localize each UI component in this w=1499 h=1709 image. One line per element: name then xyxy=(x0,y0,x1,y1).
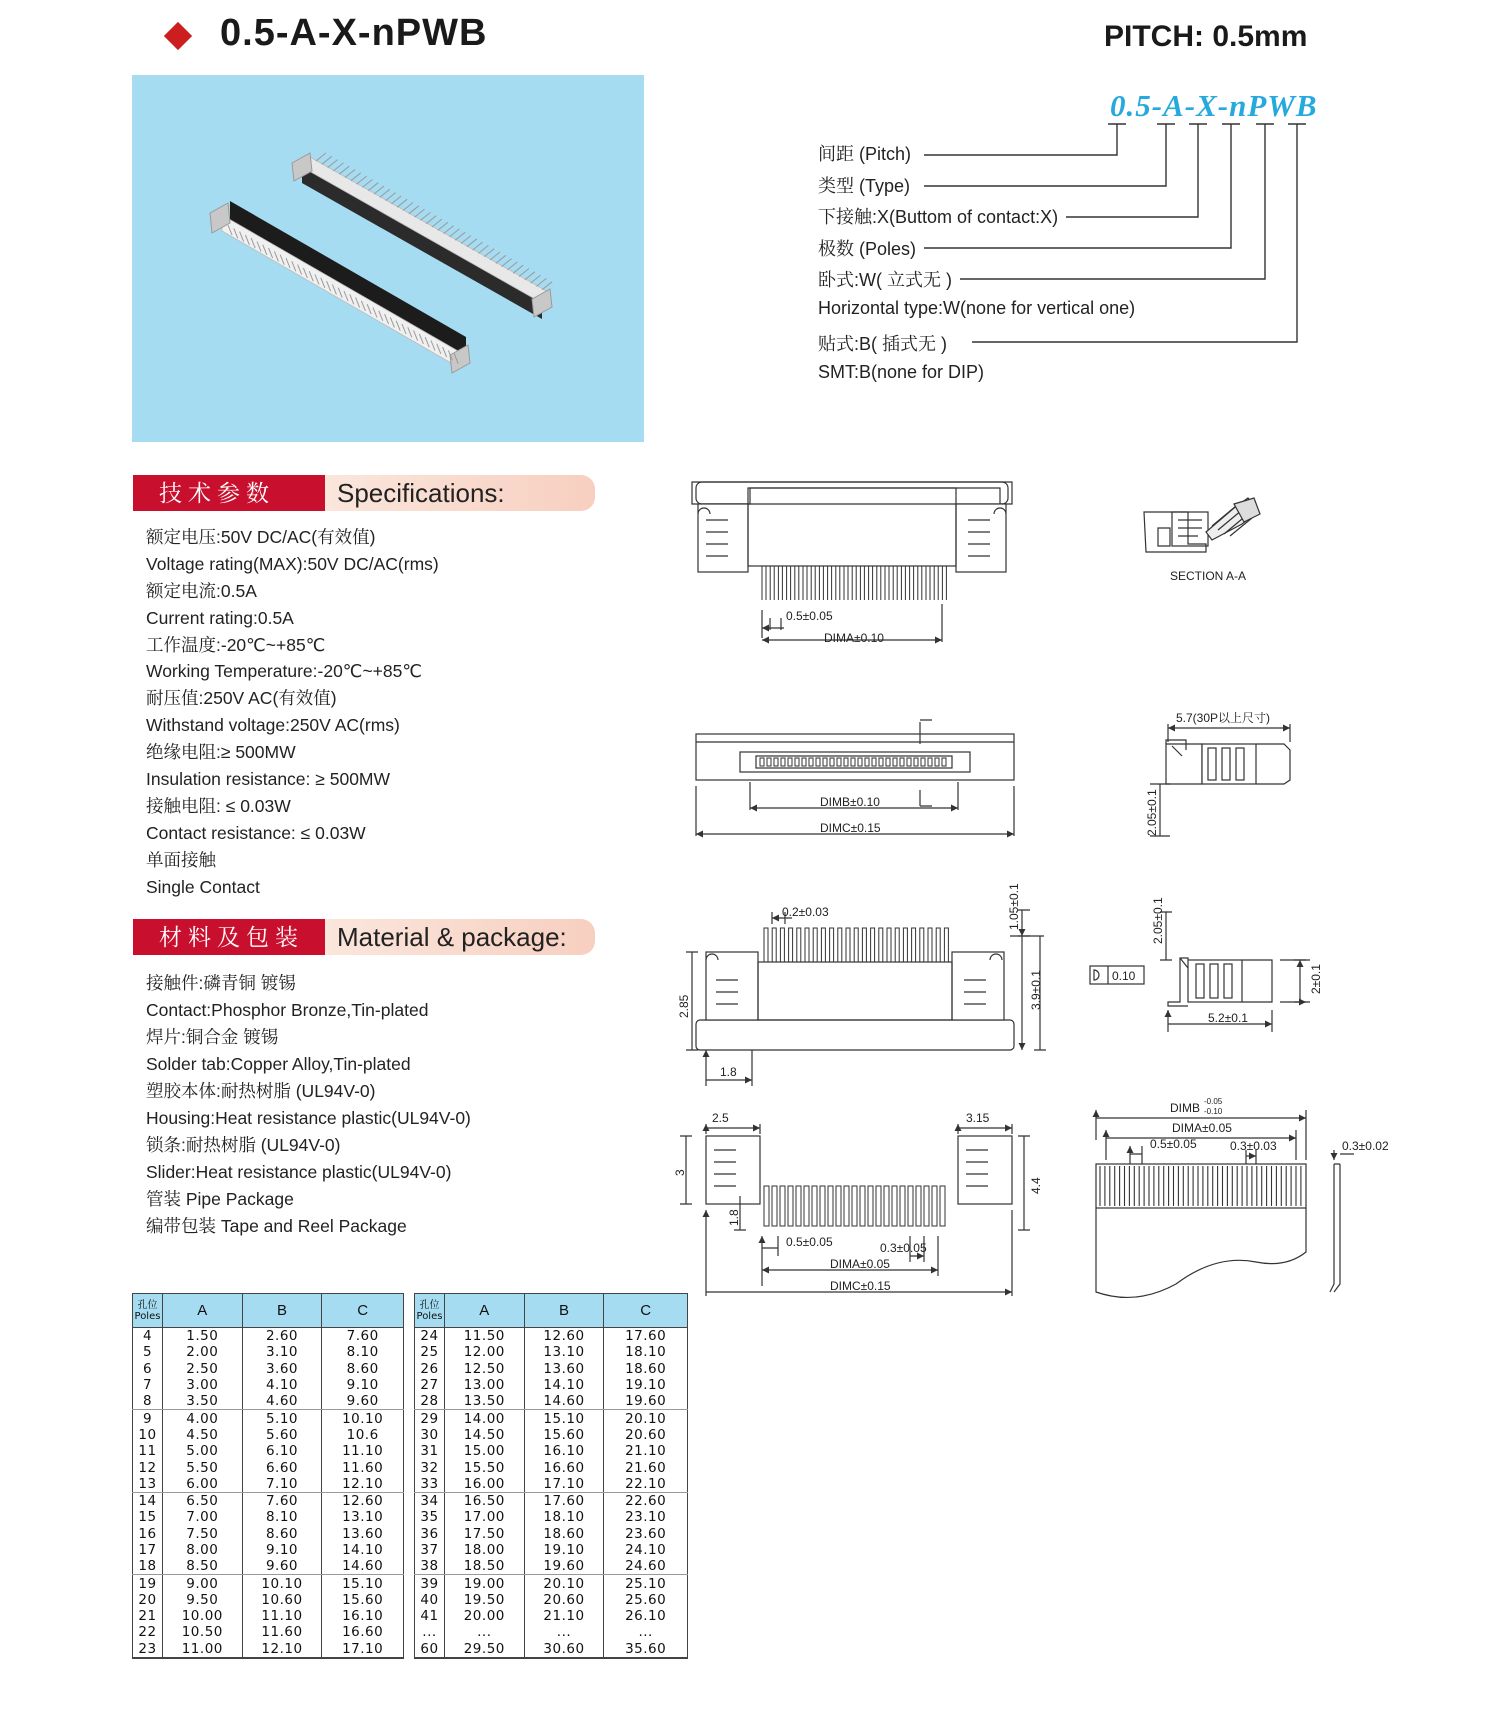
page-title: 0.5-A-X-nPWB xyxy=(220,12,488,54)
d4-c-label: 3 xyxy=(673,1169,687,1176)
b-cell: 14.10 xyxy=(524,1377,604,1393)
poles-cell: ... xyxy=(415,1624,445,1640)
material-item: 接触件:磷青铜 镀锡 xyxy=(146,973,296,993)
a-cell: 17.00 xyxy=(444,1509,524,1525)
drawing-top-view xyxy=(692,482,1012,642)
poles-cell: 22 xyxy=(133,1624,163,1640)
a-cell: 5.00 xyxy=(162,1443,242,1459)
c-cell: 23.60 xyxy=(604,1526,688,1542)
d3-pin-label: 0.2±0.03 xyxy=(782,905,829,919)
spec-item: 绝缘电阻:≥ 500MW xyxy=(146,742,296,763)
a-cell: 11.00 xyxy=(162,1641,242,1658)
a-cell: 17.50 xyxy=(444,1526,524,1542)
poles-cell: 60 xyxy=(415,1641,445,1658)
b-cell: 15.60 xyxy=(524,1427,604,1443)
poles-cell: 35 xyxy=(415,1509,445,1525)
poles-cell: 34 xyxy=(415,1492,445,1509)
b-cell: 3.60 xyxy=(242,1361,322,1377)
c-cell: 18.60 xyxy=(604,1361,688,1377)
a-cell: 18.00 xyxy=(444,1542,524,1558)
c-cell: 9.10 xyxy=(322,1377,404,1393)
d2-dimc-label: DIMC±0.15 xyxy=(820,821,881,835)
a-cell: 19.50 xyxy=(444,1592,524,1608)
specifications-title-cn: 技术参数 xyxy=(133,475,325,511)
a-cell: 8.00 xyxy=(162,1542,242,1558)
c-cell: 15.10 xyxy=(322,1575,404,1592)
side1-top-label: 5.7(30P以上尺寸) xyxy=(1176,711,1271,725)
spec-item: 耐压值:250V AC(有效值) xyxy=(146,688,337,709)
poles-cell: 12 xyxy=(133,1459,163,1475)
c-cell: 12.10 xyxy=(322,1476,404,1493)
poles-cell: 25 xyxy=(415,1344,445,1360)
c-cell: 9.60 xyxy=(322,1393,404,1410)
d1-pitch-label: 0.5±0.05 xyxy=(786,609,833,623)
b-cell: 10.60 xyxy=(242,1592,322,1608)
material-item: 编带包装 Tape and Reel Package xyxy=(146,1216,407,1236)
a-cell: 15.50 xyxy=(444,1459,524,1475)
poles-cell: 15 xyxy=(133,1509,163,1525)
side2-right-label: 2±0.1 xyxy=(1309,964,1323,994)
fpc-p2-label: 0.3±0.03 xyxy=(1230,1139,1277,1153)
c-cell: 25.60 xyxy=(604,1592,688,1608)
material-item: Contact:Phosphor Bronze,Tin-plated xyxy=(146,1000,429,1020)
materials-title-en: Material & package: xyxy=(325,919,595,955)
d3-h3-label: 3.9±0.1 xyxy=(1029,970,1043,1010)
poles-cell: 23 xyxy=(133,1641,163,1658)
a-cell: 10.50 xyxy=(162,1624,242,1640)
spec-item: 接触电阻: ≤ 0.03W xyxy=(146,795,291,816)
c-cell: 8.10 xyxy=(322,1344,404,1360)
b-cell: 16.10 xyxy=(524,1443,604,1459)
part-number-code: 0.5-A-X-nPWB xyxy=(1110,88,1318,123)
c-cell: 10.6 xyxy=(322,1427,404,1443)
a-cell: 9.00 xyxy=(162,1575,242,1592)
b-cell: 20.60 xyxy=(524,1592,604,1608)
b-cell: 8.60 xyxy=(242,1526,322,1542)
col-b-header: B xyxy=(524,1294,604,1328)
poles-cell: 14 xyxy=(133,1492,163,1509)
a-cell: 3.00 xyxy=(162,1377,242,1393)
a-cell: 14.00 xyxy=(444,1410,524,1427)
spec-item: Contact resistance: ≤ 0.03W xyxy=(146,822,366,843)
material-item: 锁条:耐热树脂 (UL94V-0) xyxy=(146,1135,341,1155)
b-cell: 3.10 xyxy=(242,1344,322,1360)
a-cell: ... xyxy=(444,1624,524,1640)
poles-cell: 8 xyxy=(133,1393,163,1410)
fpc-dimb-lower: -0.10 xyxy=(1204,1107,1223,1116)
spec-item: 单面接触 xyxy=(146,849,216,870)
poles-cell: 7 xyxy=(133,1377,163,1393)
b-cell: 13.10 xyxy=(524,1344,604,1360)
poles-cell: 36 xyxy=(415,1526,445,1542)
c-cell: 12.60 xyxy=(322,1492,404,1509)
b-cell: ... xyxy=(524,1624,604,1640)
drawing-side-view-pins xyxy=(686,910,1046,1086)
poles-cell: 5 xyxy=(133,1344,163,1360)
a-cell: 6.00 xyxy=(162,1476,242,1493)
d2-dimb-label: DIMB±0.10 xyxy=(820,795,880,809)
a-cell: 2.50 xyxy=(162,1361,242,1377)
spec-item: Working Temperature:-20℃~+85℃ xyxy=(146,661,423,682)
a-cell: 4.50 xyxy=(162,1427,242,1443)
a-cell: 13.50 xyxy=(444,1393,524,1410)
a-cell: 12.00 xyxy=(444,1344,524,1360)
material-item: Solder tab:Copper Alloy,Tin-plated xyxy=(146,1054,411,1074)
b-cell: 7.60 xyxy=(242,1492,322,1509)
b-cell: 19.60 xyxy=(524,1558,604,1575)
side2-width-label: 5.2±0.1 xyxy=(1208,1011,1248,1025)
b-cell: 4.10 xyxy=(242,1377,322,1393)
poles-cell: 37 xyxy=(415,1542,445,1558)
poles-cell: 38 xyxy=(415,1558,445,1575)
poles-cell: 31 xyxy=(415,1443,445,1459)
poles-cell: 20 xyxy=(133,1592,163,1608)
c-cell: 10.10 xyxy=(322,1410,404,1427)
c-cell: 20.10 xyxy=(604,1410,688,1427)
c-cell: 35.60 xyxy=(604,1641,688,1658)
fpc-thickness-label: 0.3±0.02 xyxy=(1342,1139,1389,1153)
b-cell: 18.10 xyxy=(524,1509,604,1525)
col-a-header: A xyxy=(162,1294,242,1328)
b-cell: 17.10 xyxy=(524,1476,604,1493)
a-cell: 2.00 xyxy=(162,1344,242,1360)
a-cell: 16.00 xyxy=(444,1476,524,1493)
c-cell: 16.60 xyxy=(322,1624,404,1640)
d4-b-label: 3.15 xyxy=(966,1111,990,1125)
b-cell: 6.60 xyxy=(242,1459,322,1475)
pn-label-horizontal-cn: 卧式:W( 立式无 ) xyxy=(818,266,958,292)
c-cell: 13.10 xyxy=(322,1509,404,1525)
a-cell: 16.50 xyxy=(444,1492,524,1509)
poles-cell: 11 xyxy=(133,1443,163,1459)
poles-header: 孔位 Poles xyxy=(133,1294,163,1328)
a-cell: 13.00 xyxy=(444,1377,524,1393)
d4-p2-label: 0.3±0.05 xyxy=(880,1241,927,1255)
fpc-dimb-label: DIMB xyxy=(1170,1101,1200,1115)
c-cell: 8.60 xyxy=(322,1361,404,1377)
pitch-label: PITCH: 0.5mm xyxy=(1104,20,1308,53)
b-cell: 8.10 xyxy=(242,1509,322,1525)
spec-item: Insulation resistance: ≥ 500MW xyxy=(146,769,391,790)
b-cell: 12.10 xyxy=(242,1641,322,1658)
c-cell: 13.60 xyxy=(322,1526,404,1542)
b-cell: 6.10 xyxy=(242,1443,322,1459)
poles-cell: 10 xyxy=(133,1427,163,1443)
spec-item: Single Contact xyxy=(146,876,260,897)
pn-label-pitch: 间距 (Pitch) xyxy=(818,140,917,166)
b-cell: 30.60 xyxy=(524,1641,604,1658)
b-cell: 2.60 xyxy=(242,1328,322,1345)
drawing-section-a-a xyxy=(1144,498,1260,552)
c-cell: 23.10 xyxy=(604,1509,688,1525)
poles-cell: 16 xyxy=(133,1526,163,1542)
poles-cell: 24 xyxy=(415,1328,445,1345)
d4-dimc-label: DIMC±0.15 xyxy=(830,1279,891,1293)
b-cell: 11.60 xyxy=(242,1624,322,1640)
a-cell: 8.50 xyxy=(162,1558,242,1575)
col-c-header: C xyxy=(604,1294,688,1328)
b-cell: 11.10 xyxy=(242,1608,322,1624)
d4-d-label: 4.4 xyxy=(1029,1177,1043,1194)
a-cell: 1.50 xyxy=(162,1328,242,1345)
col-c-header: C xyxy=(322,1294,404,1328)
poles-cell: 40 xyxy=(415,1592,445,1608)
a-cell: 29.50 xyxy=(444,1641,524,1658)
c-cell: 25.10 xyxy=(604,1575,688,1592)
col-a-header: A xyxy=(444,1294,524,1328)
b-cell: 19.10 xyxy=(524,1542,604,1558)
poles-cell: 19 xyxy=(133,1575,163,1592)
a-cell: 14.50 xyxy=(444,1427,524,1443)
side2-height-label: 2.05±0.1 xyxy=(1151,897,1165,944)
poles-header: 孔位 Poles xyxy=(415,1294,445,1328)
a-cell: 11.50 xyxy=(444,1328,524,1345)
c-cell: 14.60 xyxy=(322,1558,404,1575)
poles-cell: 30 xyxy=(415,1427,445,1443)
c-cell: 16.10 xyxy=(322,1608,404,1624)
poles-cell: 29 xyxy=(415,1410,445,1427)
b-cell: 5.60 xyxy=(242,1427,322,1443)
pn-label-horizontal-en: Horizontal type:W(none for vertical one) xyxy=(818,298,1141,319)
poles-cell: 41 xyxy=(415,1608,445,1624)
material-item: 塑胶本体:耐热树脂 (UL94V-0) xyxy=(146,1081,376,1101)
c-cell: 22.60 xyxy=(604,1492,688,1509)
c-cell: 15.60 xyxy=(322,1592,404,1608)
a-cell: 9.50 xyxy=(162,1592,242,1608)
b-cell: 5.10 xyxy=(242,1410,322,1427)
material-item: Slider:Heat resistance plastic(UL94V-0) xyxy=(146,1162,452,1182)
b-cell: 20.10 xyxy=(524,1575,604,1592)
d4-p1-label: 0.5±0.05 xyxy=(786,1235,833,1249)
b-cell: 21.10 xyxy=(524,1608,604,1624)
b-cell: 9.60 xyxy=(242,1558,322,1575)
a-cell: 18.50 xyxy=(444,1558,524,1575)
d4-a-label: 2.5 xyxy=(712,1111,729,1125)
spec-item: 工作温度:-20℃~+85℃ xyxy=(146,634,326,655)
materials-title-cn: 材料及包装 xyxy=(133,919,325,955)
a-cell: 3.50 xyxy=(162,1393,242,1410)
c-cell: 19.60 xyxy=(604,1393,688,1410)
c-cell: 18.10 xyxy=(604,1344,688,1360)
poles-cell: 13 xyxy=(133,1476,163,1493)
a-cell: 4.00 xyxy=(162,1410,242,1427)
pn-label-type: 类型 (Type) xyxy=(818,172,916,198)
d3-h1-label: 1.05±0.1 xyxy=(1007,883,1021,930)
poles-cell: 39 xyxy=(415,1575,445,1592)
a-cell: 10.00 xyxy=(162,1608,242,1624)
specifications-title-en: Specifications: xyxy=(325,475,595,511)
c-cell: 20.60 xyxy=(604,1427,688,1443)
poles-cell: 32 xyxy=(415,1459,445,1475)
spec-item: 额定电流:0.5A xyxy=(146,580,257,601)
c-cell: 21.10 xyxy=(604,1443,688,1459)
poles-cell: 28 xyxy=(415,1393,445,1410)
b-cell: 4.60 xyxy=(242,1393,322,1410)
fpc-p1-label: 0.5±0.05 xyxy=(1150,1137,1197,1151)
b-cell: 14.60 xyxy=(524,1393,604,1410)
pn-label-smt-en: SMT:B(none for DIP) xyxy=(818,362,990,383)
a-cell: 15.00 xyxy=(444,1443,524,1459)
fpc-dimb-upper: -0.05 xyxy=(1204,1097,1223,1106)
c-cell: 19.10 xyxy=(604,1377,688,1393)
drawing-side-view-1 xyxy=(1150,724,1290,836)
spec-item: 额定电压:50V DC/AC(有效值) xyxy=(146,527,376,547)
c-cell: 14.10 xyxy=(322,1542,404,1558)
a-cell: 20.00 xyxy=(444,1608,524,1624)
a-cell: 5.50 xyxy=(162,1459,242,1475)
d3-h2-label: 2.85 xyxy=(677,994,691,1018)
spec-item: Voltage rating(MAX):50V DC/AC(rms) xyxy=(146,553,439,574)
material-item: Housing:Heat resistance plastic(UL94V-0) xyxy=(146,1108,471,1128)
a-cell: 6.50 xyxy=(162,1492,242,1509)
a-cell: 7.50 xyxy=(162,1526,242,1542)
b-cell: 13.60 xyxy=(524,1361,604,1377)
b-cell: 15.10 xyxy=(524,1410,604,1427)
a-cell: 19.00 xyxy=(444,1575,524,1592)
b-cell: 16.60 xyxy=(524,1459,604,1475)
poles-cell: 18 xyxy=(133,1558,163,1575)
a-cell: 12.50 xyxy=(444,1361,524,1377)
material-item: 焊片:铜合金 镀锡 xyxy=(146,1027,279,1047)
d4-dima-label: DIMA±0.05 xyxy=(830,1257,890,1271)
c-cell: 17.60 xyxy=(604,1328,688,1345)
c-cell: 11.10 xyxy=(322,1443,404,1459)
drawing-front-view xyxy=(696,720,1014,836)
poles-cell: 26 xyxy=(415,1361,445,1377)
poles-cell: 21 xyxy=(133,1608,163,1624)
drawing-fpc-cable xyxy=(1096,1110,1354,1297)
poles-cell: 6 xyxy=(133,1361,163,1377)
b-cell: 18.60 xyxy=(524,1526,604,1542)
d3-w-label: 1.8 xyxy=(720,1065,737,1079)
c-cell: 17.10 xyxy=(322,1641,404,1658)
spec-item: Current rating:0.5A xyxy=(146,607,294,628)
poles-cell: 17 xyxy=(133,1542,163,1558)
b-cell: 7.10 xyxy=(242,1476,322,1493)
poles-cell: 27 xyxy=(415,1377,445,1393)
d4-e-label: 1.8 xyxy=(727,1209,741,1226)
pn-label-smt-cn: 贴式:B( 插式无 ) xyxy=(818,330,953,356)
c-cell: 7.60 xyxy=(322,1328,404,1345)
c-cell: 22.10 xyxy=(604,1476,688,1493)
poles-cell: 9 xyxy=(133,1410,163,1427)
c-cell: 24.60 xyxy=(604,1558,688,1575)
pn-label-poles: 极数 (Poles) xyxy=(818,235,922,261)
c-cell: 26.10 xyxy=(604,1608,688,1624)
side2-tolerance-label: 0.10 xyxy=(1112,969,1136,983)
c-cell: 11.60 xyxy=(322,1459,404,1475)
b-cell: 17.60 xyxy=(524,1492,604,1509)
a-cell: 7.00 xyxy=(162,1509,242,1525)
poles-cell: 33 xyxy=(415,1476,445,1493)
material-item: 管装 Pipe Package xyxy=(146,1189,294,1209)
b-cell: 10.10 xyxy=(242,1575,322,1592)
col-b-header: B xyxy=(242,1294,322,1328)
side1-height-label: 2.05±0.1 xyxy=(1145,789,1159,836)
b-cell: 9.10 xyxy=(242,1542,322,1558)
fpc-dima-label: DIMA±0.05 xyxy=(1172,1121,1232,1135)
c-cell: 24.10 xyxy=(604,1542,688,1558)
c-cell: 21.60 xyxy=(604,1459,688,1475)
pn-label-contact: 下接触:X(Buttom of contact:X) xyxy=(818,203,1064,229)
b-cell: 12.60 xyxy=(524,1328,604,1345)
c-cell: ... xyxy=(604,1624,688,1640)
spec-item: Withstand voltage:250V AC(rms) xyxy=(146,715,400,736)
section-label: SECTION A-A xyxy=(1170,569,1247,583)
d1-dima-label: DIMA±0.10 xyxy=(824,631,884,645)
poles-cell: 4 xyxy=(133,1328,163,1345)
